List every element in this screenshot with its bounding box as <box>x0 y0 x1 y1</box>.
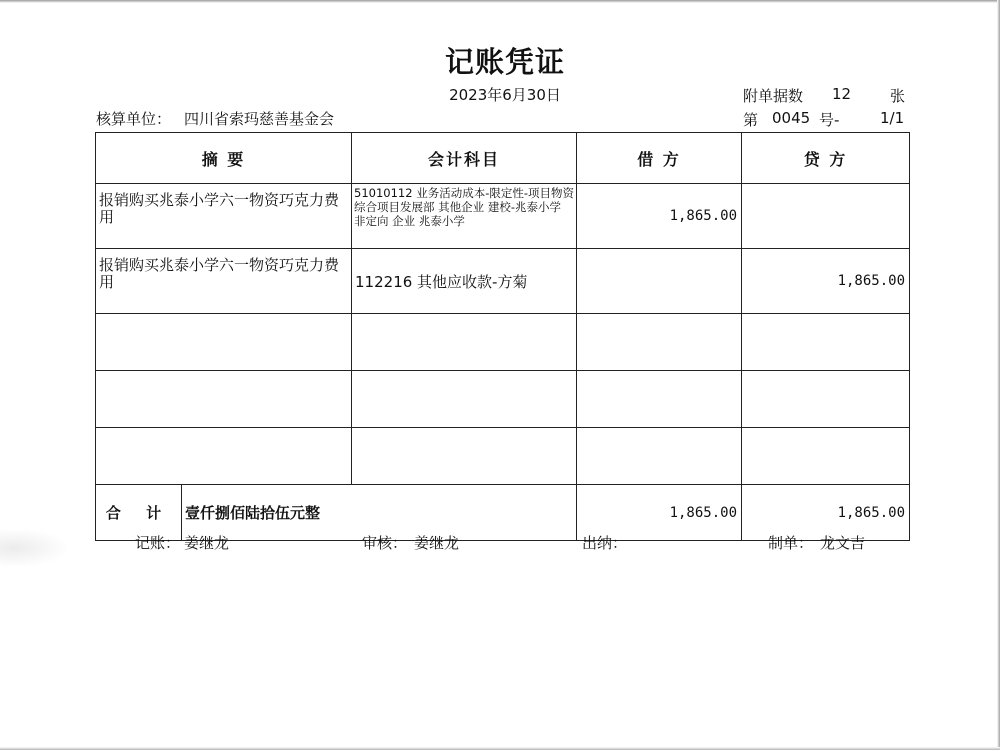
empty-cell <box>742 314 910 371</box>
voucher-title: 记账凭证 <box>444 45 565 79</box>
empty-cell <box>577 428 742 485</box>
table-header-row <box>96 133 910 184</box>
entry-credit <box>742 184 910 249</box>
preparer-name: 龙文吉 <box>820 534 866 552</box>
table-row <box>96 249 910 314</box>
attachments-label: 附单据数 <box>743 87 804 105</box>
entry-summary: 报销购买兆泰小学六一物资巧克力费用 <box>96 249 352 314</box>
voucher-table <box>95 132 910 541</box>
bookkeeper-label: 记账： <box>135 534 181 552</box>
empty-row <box>96 314 910 371</box>
empty-cell <box>577 371 742 428</box>
empty-cell <box>352 371 577 428</box>
entry-credit: 1,865.00 <box>742 249 910 314</box>
total-amount-words: 壹仟捌佰陆拾伍元整 <box>182 485 577 541</box>
entry-summary: 报销购买兆泰小学六一物资巧克力费用 <box>96 184 352 249</box>
reviewer-label: 审核： <box>362 534 408 552</box>
empty-cell <box>96 314 352 371</box>
unit-label: 核算单位： <box>96 110 172 128</box>
empty-cell <box>742 428 910 485</box>
scan-stain <box>0 528 70 568</box>
column-header-summary: 摘 要 <box>96 133 352 184</box>
total-credit: 1,865.00 <box>742 485 910 541</box>
table-row <box>96 184 910 249</box>
empty-cell <box>96 428 352 485</box>
total-label: 合 计 <box>96 485 182 541</box>
total-debit: 1,865.00 <box>577 485 742 541</box>
empty-cell <box>352 428 577 485</box>
entry-account: 112216 其他应收款-方菊 <box>352 249 577 314</box>
preparer-label: 制单： <box>768 534 814 552</box>
voucher-suffix: 号- <box>819 111 840 129</box>
bookkeeper-name: 姜继龙 <box>184 534 230 552</box>
scan-edge-top <box>0 0 1000 3</box>
empty-cell <box>577 314 742 371</box>
attachments-count: 12 <box>832 85 852 103</box>
unit-name: 四川省索玛慈善基金会 <box>184 110 335 128</box>
entry-debit <box>577 249 742 314</box>
voucher-prefix: 第 <box>743 111 759 129</box>
column-header-debit: 借 方 <box>577 133 742 184</box>
cashier-label: 出纳： <box>582 534 628 552</box>
empty-cell <box>742 371 910 428</box>
entry-account: 51010112 业务活动成本-限定性-项目物资 综合项目发展部 其他企业 建校-兆泰小学 非定向 企业 兆泰小学 <box>352 184 577 249</box>
attachments-unit: 张 <box>890 87 906 105</box>
empty-row <box>96 428 910 485</box>
empty-cell <box>352 314 577 371</box>
column-header-credit: 贷 方 <box>742 133 910 184</box>
empty-row <box>96 371 910 428</box>
voucher-page: 1/1 <box>880 109 905 127</box>
entry-debit: 1,865.00 <box>577 184 742 249</box>
empty-cell <box>96 371 352 428</box>
voucher-number: 0045 <box>772 109 811 127</box>
column-header-account: 会计科目 <box>352 133 577 184</box>
reviewer-name: 姜继龙 <box>414 534 460 552</box>
voucher-date: 2023年6月30日 <box>449 86 561 104</box>
